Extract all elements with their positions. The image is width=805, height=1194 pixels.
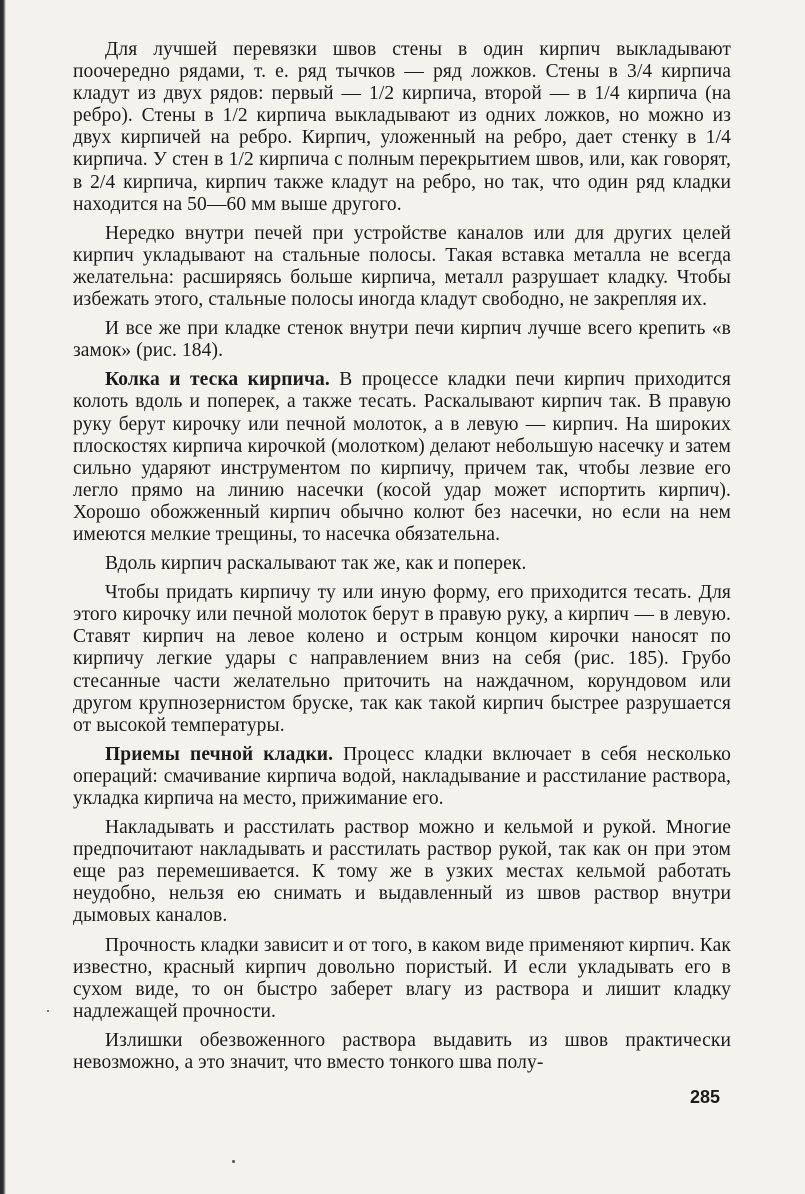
paragraph-steel-strips [73, 223, 731, 311]
paragraph-text: Чтобы придать кирпичу ту или иную форму, его приходится тесать. Для этого кирочку или печной молоток берут в правую руку, а кирпич — в левую. Ставят кирпич на левое колено и острым концом кирочки наносят по кирпичу легкие удары с направлением вниз на себя (рис. 185). Грубо стесанные части желательно приточить на наждачном, корундовом или другом крупнозернистом бруске, так как такой кирпич быстрее разрушается от высокой температуры. [73, 582, 731, 736]
paragraph-lengthwise [73, 553, 731, 575]
paragraph-text: Нередко внутри печей при устройстве каналов или для других целей кирпич укладывают на стальные полосы. Такая вставка металла не всегда желательна: расширяясь больше кирпича, металл разрушает кладку. Чтобы избежать этого, стальные полосы иногда кладут свободно, не закрепляя их. [73, 222, 731, 311]
paragraph-strength [73, 935, 731, 1023]
paragraph-text: И все же при кладке стенок внутри печи кирпич лучше всего крепить «в замок» (рис. 184). [73, 318, 731, 362]
section-heading: Колка и теска кирпича. [105, 369, 330, 391]
paragraph-text: Прочность кладки зависит и от того, в каком виде применяют кирпич. Как известно, красный кирпич довольно пористый. И если укладывать его в сухом виде, то он быстро заберет влагу из раствора и лишит кладку надлежащей прочности. [73, 934, 731, 1022]
paragraph-splitting [73, 369, 731, 546]
paragraph-techniques [73, 744, 731, 810]
paragraph-bonding [73, 39, 731, 216]
section-heading: Приемы печной кладки. [105, 743, 334, 765]
paragraph-text: Процесс кладки включает в себя несколько операций: смачивание кирпича водой, накладывание и расстилание раствора, укладка кирпича на место, прижимание его. [73, 743, 731, 809]
paragraph-excess [73, 1030, 731, 1074]
paragraph-text: В процессе кладки печи кирпич приходится колоть вдоль и поперек, а также тесать. Раскалывают кирпич так. В правую руку берут кирочку или печной молоток, а в левую — кирпич. На широких плоскостях кирпича кирочкой (молотком) делают небольшую насечку и затем сильно ударяют инструментом по кирпичу, причем так, чтобы лезвие его легло прямо на линию насечки (косой удар может испортить кирпич). Хорошо обожженный кирпич обычно колют без насечки, но если на нем имеются мелкие трещины, то насечка обязательна. [73, 369, 731, 545]
paragraph-lock [73, 318, 731, 362]
page-number: 285 [690, 1087, 721, 1107]
paragraph-mortar [73, 817, 731, 927]
body-text [73, 39, 731, 1081]
paragraph-text: Вдоль кирпич раскалывают так же, как и поперек. [105, 553, 527, 575]
scan-speck [47, 1010, 49, 1012]
page-binding-edge [0, 0, 6, 1194]
paragraph-text: Излишки обезвоженного раствора выдавить из швов практически невозможно, а это значит, что вместо тонкого шва полу- [73, 1029, 731, 1074]
paragraph-text: Для лучшей перевязки швов стены в один кирпич выкладывают поочередно рядами, т. е. ряд тычков — ряд ложков. Стены в 3/4 кирпича кладут из двух рядов: первый — 1/2 кирпича, второй — в 1/4 кирпича (на ребро). Стены в 1/2 кирпича выкладывают из одних ложков, но можно из двух кирпичей на ребро. Кирпич, уложенный на ребро, дает стенку в 1/4 кирпича. У стен в 1/2 кирпича с полным перекрытием швов, или, как говорят, в 2/4 кирпича, кирпич также кладут на ребро, но так, что один ряд кладки находится на 50—60 мм выше другого. [73, 39, 731, 215]
scan-speck [232, 1160, 235, 1163]
paragraph-text: Накладывать и расстилать раствор можно и кельмой и рукой. Многие предпочитают накладывать и расстилать раствор рукой, так как он при этом еще раз перемешивается. К тому же в узких местах кельмой работать неудобно, нельзя ею снимать и выдавленный из швов раствор внутри дымовых каналов. [73, 817, 731, 927]
paragraph-shaping [73, 582, 731, 737]
